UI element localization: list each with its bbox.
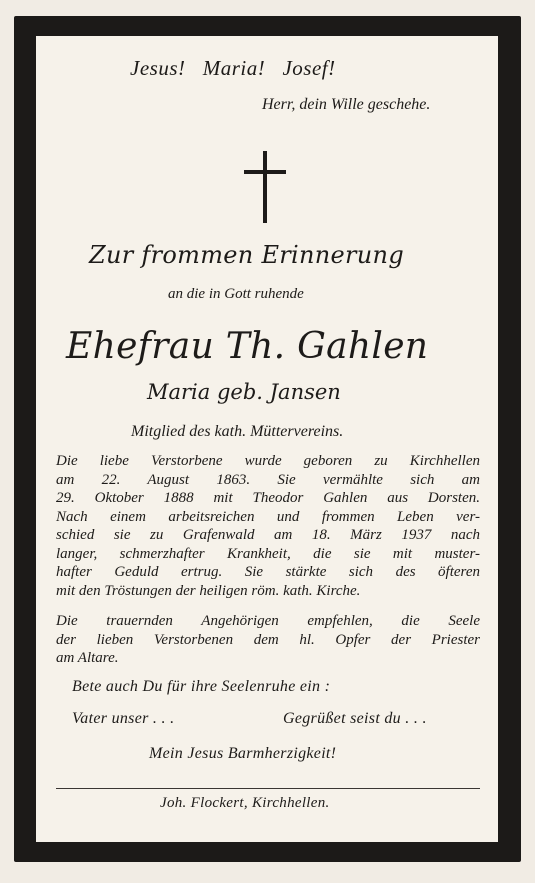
biography-line: schied sie zu Grafenwald am 18. März 1937 nach (56, 527, 480, 543)
prayer-request: Bete auch Du für ihre Seelenruhe ein : (72, 678, 331, 695)
closing-prayer: Mein Jesus Barmherzigkeit! (149, 745, 337, 762)
biography-paragraph (56, 452, 480, 600)
prayer-line: Herr, dein Wille geschehe. (262, 96, 431, 113)
prayer-our-father: Vater unser . . . (72, 710, 175, 727)
invocation: Jesus! Maria! Josef! (130, 56, 336, 80)
maiden-name: Maria geb. Jansen (147, 380, 341, 404)
biography-line: mit den Tröstungen der heiligen röm. kath. Kirche. (56, 582, 361, 599)
deceased-name: Ehefrau Th. Gahlen (66, 326, 429, 367)
biography-line: Die liebe Verstorbene wurde geboren zu Kirchhellen (56, 453, 480, 469)
cross-icon-bar (244, 170, 286, 174)
biography-line: hafter Geduld ertrug. Sie stärkte sich des öfteren (56, 564, 480, 580)
biography-line: am 22. August 1863. Sie vermählte sich am (56, 471, 480, 488)
request-paragraph (56, 612, 480, 668)
prayer-hail-mary: Gegrüßet seist du . . . (283, 710, 427, 727)
memorial-title: Zur frommen Erinnerung (89, 241, 404, 269)
memorial-subtitle: an die in Gott ruhende (168, 286, 304, 302)
membership-line: Mitglied des kath. Müttervereins. (131, 423, 344, 440)
biography-line: langer, schmerzhafter Krankheit, die sie mit muster- (56, 545, 480, 562)
biography-line: Nach einem arbeitsreichen und frommen Leben ver- (56, 508, 480, 525)
cross-icon (263, 151, 267, 223)
printer-credit: Joh. Flockert, Kirchhellen. (160, 795, 330, 811)
biography-line: 29. Oktober 1888 mit Theodor Gahlen aus Dorsten. (56, 490, 480, 506)
request-line: am Altare. (56, 650, 119, 666)
request-line: Die trauernden Angehörigen empfehlen, die Seele (56, 613, 480, 629)
request-line: der lieben Verstorbenen dem hl. Opfer der Priester (56, 631, 480, 648)
divider-line (56, 788, 480, 789)
